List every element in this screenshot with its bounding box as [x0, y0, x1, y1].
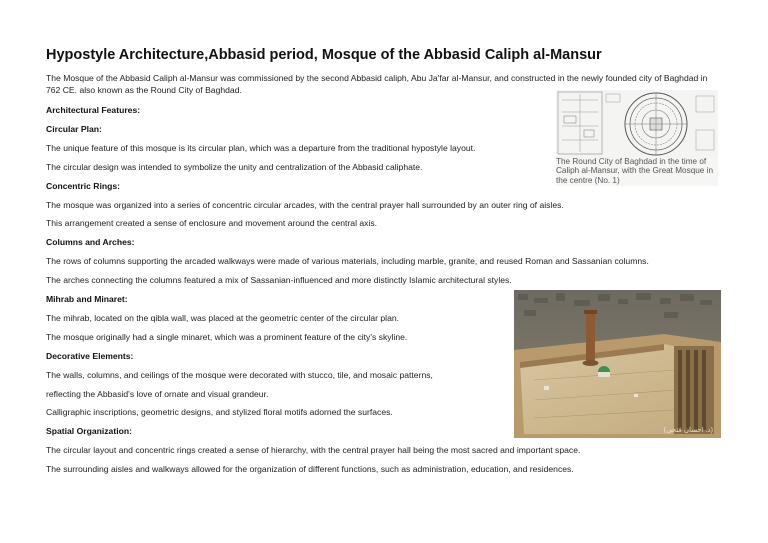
body-line: The mosque was organized into a series of concentric circular arcades, with the central prayer hall surrounded by an outer ring of aisles.	[46, 199, 564, 210]
body-line: The unique feature of this mosque is its circular plan, which was a departure from the traditional hypostyle layout.	[46, 142, 476, 153]
section-heading: Decorative Elements:	[46, 350, 134, 361]
section-heading: Columns and Arches:	[46, 237, 135, 248]
section-heading: Spatial Organization:	[46, 426, 132, 437]
round-city-plan-drawing	[556, 90, 718, 158]
body-line: The arches connecting the columns featured a mix of Sassanian-influenced and more distinctly Islamic architectural styles.	[46, 275, 512, 286]
page-title: Hypostyle Architecture,Abbasid period, Mosque of the Abbasid Caliph al-Mansur	[46, 47, 602, 63]
body-line: The circular design was intended to symbolize the unity and centralization of the Abbasid caliphate.	[46, 161, 423, 172]
body-line: The walls, columns, and ceilings of the mosque were decorated with stucco, tile, and mosaic patterns,	[46, 369, 433, 380]
section-heading: Circular Plan:	[46, 123, 102, 134]
body-line: This arrangement created a sense of enclosure and movement around the central axis.	[46, 218, 378, 229]
section-heading: Architectural Features:	[46, 105, 141, 115]
body-line: Calligraphic inscriptions, geometric designs, and stylized floral motifs adorned the surfaces.	[46, 407, 393, 418]
body-line: The mosque originally had a single minaret, which was a prominent feature of the city's skyline.	[46, 331, 408, 342]
map-caption: The Round City of Baghdad in the time of Caliph al-Mansur, with the Great Mosque in the centre (No. 1)	[556, 157, 714, 185]
body-line: The mihrab, located on the qibla wall, was placed at the geometric center of the circular plan.	[46, 312, 400, 323]
body-line: reflecting the Abbasid's love of ornate and visual grandeur.	[46, 388, 269, 399]
body-line: The rows of columns supporting the arcaded walkways were made of various materials, including marble, granite, and reused Roman and Sassanian columns.	[46, 256, 649, 267]
body-line: The surrounding aisles and walkways allowed for the organization of different functions, such as administration, education, and residences.	[46, 464, 574, 475]
section-heading: Concentric Rings:	[46, 180, 121, 191]
intro-paragraph: The Mosque of the Abbasid Caliph al-Mansur was commissioned by the second Abbasid caliph, Abu Ja'far al-Mansur, and constructed in the newly founded city of Baghdad in 762 CE. also known as the Round City of Baghdad.	[46, 73, 708, 95]
body-line: The circular layout and concentric rings created a sense of hierarchy, with the central prayer hall being the most sacred and important space.	[46, 445, 581, 456]
mosque-ruins-photo	[514, 290, 721, 438]
aerial-photo-illustration	[514, 290, 721, 438]
photo-watermark: (د. احسان فتحي)	[663, 427, 713, 434]
section-heading: Mihrab and Minaret:	[46, 294, 128, 304]
